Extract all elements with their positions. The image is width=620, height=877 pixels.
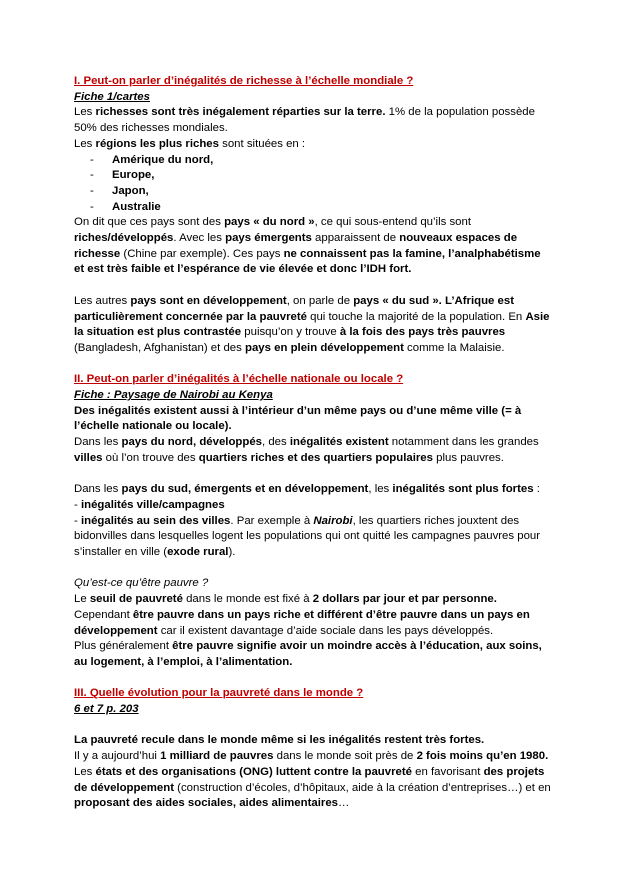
paragraph <box>74 733 552 749</box>
text-run: , les <box>368 483 393 496</box>
list-line <box>74 514 552 561</box>
text-run: quartiers riches et des quartiers populaires <box>198 451 433 464</box>
text-run: seuil de pauvreté <box>89 593 183 606</box>
paragraph <box>74 435 552 466</box>
section-3-source: 6 et 7 p. 203 <box>74 703 139 716</box>
list-item: - Europe, <box>74 168 552 184</box>
text-run: . Par exemple à <box>230 514 314 527</box>
text-run: pays « du nord » <box>224 216 315 229</box>
text-run: villes <box>74 451 103 464</box>
paragraph <box>74 482 552 498</box>
text-run: … <box>338 797 350 810</box>
paragraph <box>74 639 552 670</box>
paragraph <box>74 294 552 357</box>
text-run: 2 dollars par jour et par personne. <box>312 593 497 606</box>
text-run: en favorisant <box>412 765 484 778</box>
text-run: notamment dans les grandes <box>388 436 539 449</box>
text-run: puisqu’on y trouve <box>241 326 340 339</box>
text-run: Plus généralement <box>74 640 173 653</box>
text-run: pays émergents <box>225 232 312 245</box>
text-run: être pauvre signifie avoir un moindre accès à l’éducation, aux soins, au logement, à l’emploi, à l’alimentation. <box>74 640 542 668</box>
paragraph <box>74 105 552 136</box>
text-run: Asie la situation est plus contrastée <box>74 310 550 339</box>
text-run: Des inégalités existent aussi à l’intérieur d’un même pays ou d’une même ville (= à l’échelle nationale ou locale). <box>74 404 522 433</box>
section-3-title: III. Quelle évolution pour la pauvreté dans le monde ? <box>74 687 364 700</box>
text-run: - <box>74 514 81 527</box>
text-run: Les <box>74 765 96 778</box>
text-run: 2 fois moins qu’en 1980. <box>416 750 549 763</box>
text-run: (Bangladesh, Afghanistan) et des <box>74 341 245 354</box>
text-run: nouveaux espaces de richesse <box>74 232 518 260</box>
text-run: , ce qui sous-entend qu’ils sont <box>314 216 471 229</box>
text-run: (Chine par exemple). Ces pays <box>120 247 284 260</box>
text-run: , les quartiers riches jouxtent des bidonvilles dans lesquelles logent les populations qui ont quitté les campagnes pauvres pour s’installer en ville ( <box>74 514 541 559</box>
text-run: Les <box>74 106 96 119</box>
text-run: comme la Malaisie. <box>403 341 505 354</box>
text-run: états et des organisations (ONG) luttent contre la pauvreté <box>95 765 412 778</box>
list-item: - Japon, <box>74 184 552 200</box>
text-run: richesses sont très inégalement réparties sur la terre. <box>95 106 386 119</box>
text-run: Le <box>74 593 90 606</box>
text-run: pays « du sud ». <box>353 294 442 307</box>
text-run: riches/développés <box>74 232 174 245</box>
paragraph <box>74 404 552 435</box>
text-run: inégalités ville/campagnes <box>80 498 225 511</box>
text-run: Cependant <box>74 608 133 621</box>
text-run: pays sont en développement <box>130 294 287 307</box>
paragraph <box>74 765 552 812</box>
text-run: car il existent davantage d’aide sociale dans les pays développés. <box>157 624 494 637</box>
text-run: Nairobi <box>313 514 353 527</box>
section-1-source: Fiche 1/cartes <box>74 90 150 103</box>
section-2-title: II. Peut-on parler d’inégalités à l’échelle nationale ou locale ? <box>74 373 404 386</box>
text-run: : <box>533 483 540 496</box>
text-run: pays du nord, développés <box>121 436 262 449</box>
text-run: Il y a aujourd’hui <box>74 750 161 763</box>
text-run: où l’on trouve des <box>102 451 199 464</box>
text-run: Dans les <box>74 436 122 449</box>
text-run: pays en plein développement <box>244 341 404 354</box>
section-2-source: Fiche : Paysage de Nairobi au Kenya <box>74 389 273 402</box>
text-run: (construction d’écoles, d’hôpitaux, aide à la création d’entreprises…) et en <box>174 781 551 794</box>
paragraph <box>74 215 552 278</box>
text-run: La pauvreté recule dans le monde même si les inégalités restent très fortes. <box>74 734 485 747</box>
paragraph <box>74 592 552 639</box>
text-run: proposant des aides sociales, aides alimentaires <box>74 797 338 810</box>
text-run: plus pauvres. <box>432 451 504 464</box>
text-run: inégalités existent <box>289 436 389 449</box>
text-run: . Avec les <box>173 232 226 245</box>
paragraph <box>74 749 552 765</box>
text-run: 1% de la population possède 50% des richesses mondiales. <box>74 106 535 135</box>
list-item: - Australie <box>74 200 552 216</box>
text-run: 1 milliard de pauvres <box>160 750 274 763</box>
text-run: Les autres <box>74 294 131 307</box>
text-run: , des <box>262 436 290 449</box>
list-line <box>74 498 552 514</box>
text-run: pays du sud, émergents et en développement <box>121 483 369 496</box>
text-run: dans le monde soit près de <box>273 750 417 763</box>
text-run: ne connaissent pas la famine, l’analphabétisme et est très faible et l’espérance de vie élevée et donc l’IDH fort. <box>74 247 541 276</box>
section-1-title: I. Peut-on parler d’inégalités de richesse à l’échelle mondiale ? <box>74 75 414 87</box>
text-run: sont situées en : <box>218 137 306 150</box>
regions-list <box>74 153 552 216</box>
text-run: qui touche la majorité de la population. En <box>306 310 526 323</box>
text-run: inégalités sont plus fortes <box>392 483 534 496</box>
text-run: Dans les <box>74 483 122 496</box>
text-run: L’Afrique est particulièrement concernée par la pauvreté <box>74 294 514 323</box>
text-run: apparaissent de <box>311 232 400 245</box>
text-run: dans le monde est fixé à <box>182 593 313 606</box>
text-run: Les <box>74 137 96 150</box>
text-run: des projets de développement <box>74 765 545 794</box>
question-heading: Qu’est-ce qu’être pauvre ? <box>74 577 209 590</box>
text-run: ). <box>228 546 236 559</box>
text-run: régions les plus riches <box>95 137 219 150</box>
list-item: - Amérique du nord, <box>74 153 552 169</box>
paragraph <box>74 137 552 153</box>
text-run: être pauvre dans un pays riche et différent d’être pauvre dans un pays en développement <box>74 608 530 637</box>
document-page <box>74 74 552 812</box>
text-run: inégalités au sein des villes <box>80 514 231 527</box>
text-run: - <box>74 498 81 511</box>
text-run: , on parle de <box>286 294 354 307</box>
text-run: exode rural <box>167 546 229 559</box>
text-run: On dit que ces pays sont des <box>74 216 225 229</box>
text-run: à la fois des pays très pauvres <box>339 326 506 339</box>
